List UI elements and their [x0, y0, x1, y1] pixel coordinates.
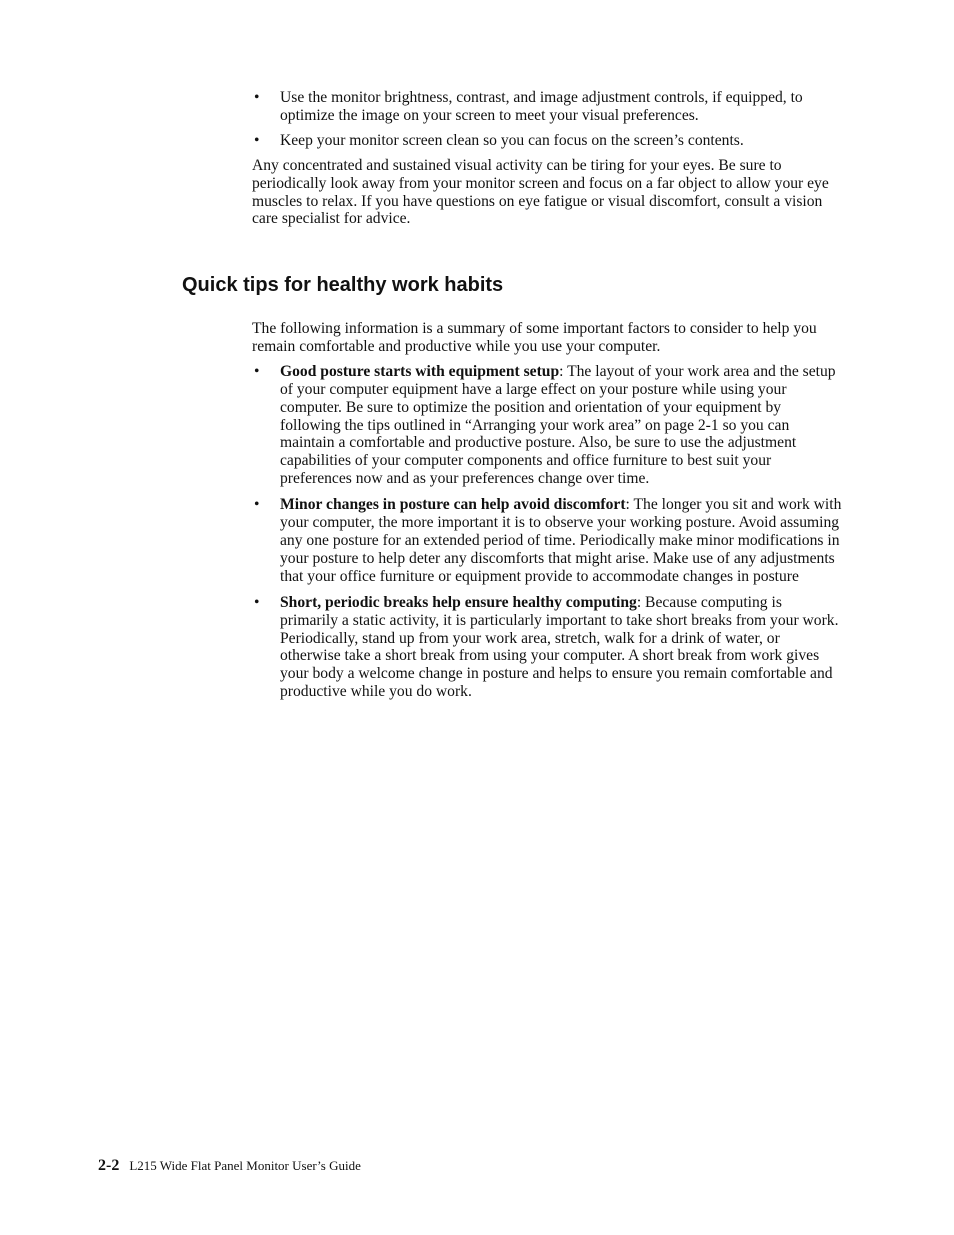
tip-text: : The longer you sit and work with your computer, the more important it is to observe your working posture. Avoid assuming any one posture for an extended period of time. Periodically make minor modifications in your posture to help deter any discomforts that might arise. Make use of any adjustments that your office furniture or equipment provide to accommodate changes in posture	[280, 496, 842, 585]
tip-text: : Because computing is primarily a static activity, it is particularly important to take short breaks from your work. Periodically, stand up from your work area, stretch, walk for a drink of water, or otherwise take a short break from using your computer. A short break from work gives your body a welcome change in posture and helps to ensure you remain comfortable and productive while you do work.	[280, 593, 839, 701]
list-item	[252, 132, 842, 150]
top-bullet-list	[252, 89, 842, 150]
page-footer	[98, 1156, 361, 1176]
bullet-icon: •	[254, 496, 260, 514]
bullet-icon: •	[254, 131, 260, 149]
tips-text-block	[252, 320, 842, 709]
bullet-icon: •	[254, 362, 260, 380]
list-item	[252, 594, 842, 701]
tips-bullet-list	[252, 363, 842, 701]
tip-lead: Short, periodic breaks help ensure healthy computing	[280, 593, 637, 611]
tip-lead: Minor changes in posture can help avoid discomfort	[280, 496, 626, 514]
page-number: 2-2	[98, 1157, 120, 1174]
tip-text: : The layout of your work area and the setup of your computer equipment have a large effect on your posture while using your computer. Be sure to optimize the position and orientation of your equipment by following the tips outlined in “Arranging your work area” on page 2-1 so you can maintain a comfortable and productive posture. Also, be sure to use the adjustment capabilities of your computer components and office furniture to best suit your preferences now and as your preferences change over time.	[280, 362, 836, 488]
list-item	[252, 89, 842, 125]
eye-fatigue-paragraph: Any concentrated and sustained visual activity can be tiring for your eyes. Be sure to periodically look away from your monitor screen and focus on a far object to allow your eye muscles to relax. If you have questions on eye fatigue or visual discomfort, consult a vision care specialist for advice.	[252, 156, 829, 228]
tip-lead: Good posture starts with equipment setup	[280, 362, 560, 380]
bullet-icon: •	[254, 89, 260, 106]
list-item	[252, 496, 842, 586]
bullet-text: Keep your monitor screen clean so you can focus on the screen’s contents.	[280, 131, 744, 149]
bullet-icon: •	[254, 593, 260, 611]
list-item	[252, 363, 842, 488]
bullet-text: Use the monitor brightness, contrast, and image adjustment controls, if equipped, to optimize the image on your screen to meet your visual preferences.	[280, 89, 803, 124]
top-text-block	[252, 89, 842, 235]
intro-paragraph: The following information is a summary of some important factors to consider to help you remain comfortable and productive while you use your computer.	[252, 320, 817, 355]
guide-title: L215 Wide Flat Panel Monitor User’s Guide	[129, 1158, 361, 1173]
section-heading: Quick tips for healthy work habits	[182, 274, 504, 296]
